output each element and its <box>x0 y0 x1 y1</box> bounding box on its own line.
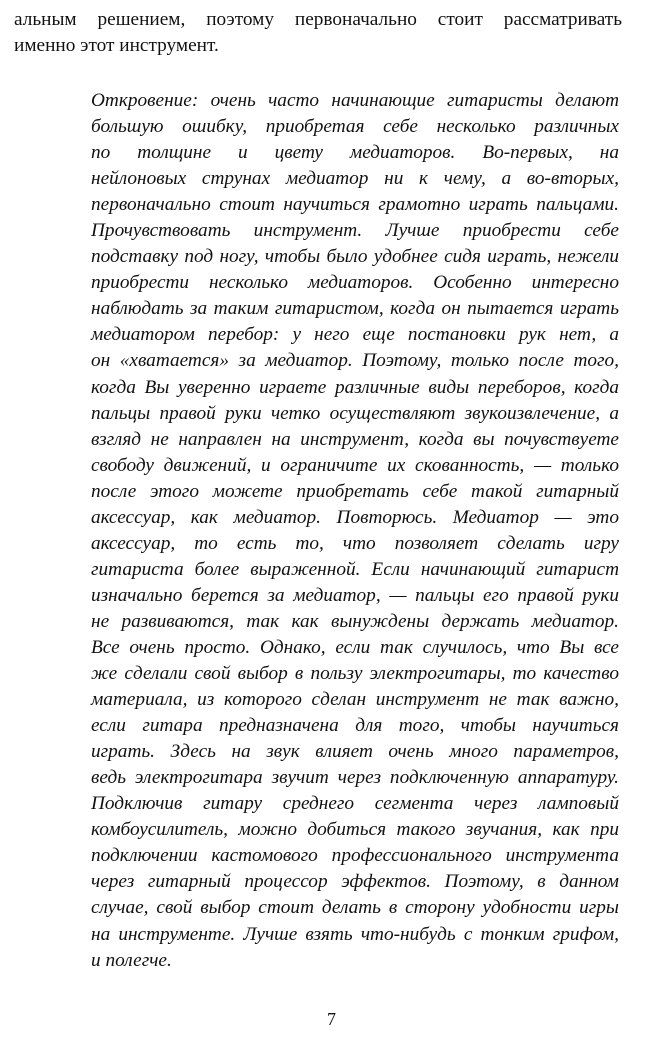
quote-line: подключении кастомового профессионального инструмента <box>91 845 619 867</box>
quote-line: же сделали свой выбор в пользу электрогитары, то качество <box>91 663 619 685</box>
quote-line: первоначально стоит научиться грамотно играть пальцами. <box>91 194 619 216</box>
quote-line: взгляд не направлен на инструмент, когда вы почувствуете <box>91 428 619 450</box>
quote-line: играть. Здесь на звук влияет очень много параметров, <box>91 741 619 763</box>
quote-line: на инструменте. Лучше взять что-нибудь с тонким грифом, <box>91 923 619 945</box>
quote-line: аксессуар, как медиатор. Повторюсь. Медиатор — это <box>91 506 619 528</box>
quote-line: приобрести несколько медиаторов. Особенно интересно <box>91 272 619 294</box>
quote-line: нейлоновых струнах медиатор ни к чему, а во-вторых, <box>91 168 619 190</box>
quote-line: пальцы правой руки четко осуществляют звукоизвлечение, а <box>91 402 619 424</box>
quote-line: изначально берется за медиатор, — пальцы его правой руки <box>91 584 619 606</box>
quote-line: материала, из которого сделан инструмент не так важно, <box>91 689 619 711</box>
quote-line: через гитарный процессор эффектов. Поэтому, в данном <box>91 871 619 893</box>
quote-line: комбоусилитель, можно добиться такого звучания, как при <box>91 819 619 841</box>
quote-line: случае, свой выбор стоит делать в сторону удобности игры <box>91 897 619 919</box>
italic-quote-block <box>91 88 619 974</box>
quote-line: медиатором перебор: у него еще постановки рук нет, а <box>91 324 619 346</box>
quote-line: наблюдать за таким гитаристом, когда он пытается играть <box>91 298 619 320</box>
intro-paragraph <box>14 7 622 59</box>
quote-line: Прочувствовать инструмент. Лучше приобрести себе <box>91 220 619 242</box>
page-number: 7 <box>327 1009 336 1029</box>
intro-line: именно этот инструмент. <box>14 35 219 56</box>
quote-line: ведь электрогитара звучит через подключенную аппаратуру. <box>91 767 619 789</box>
quote-line: если гитара предназначена для того, чтобы научиться <box>91 715 619 737</box>
intro-line: альным решением, поэтому первоначально стоит рассматривать <box>14 9 622 30</box>
quote-line: когда Вы уверенно играете различные виды переборов, когда <box>91 376 619 398</box>
quote-line: по толщине и цвету медиаторов. Во-первых, на <box>91 142 619 164</box>
quote-line: после этого можете приобретать себе такой гитарный <box>91 480 619 502</box>
quote-line: Откровение: очень часто начинающие гитаристы делают <box>91 90 619 111</box>
quote-line: большую ошибку, приобретая себе несколько различных <box>91 116 619 138</box>
quote-line: Подключив гитару среднего сегмента через ламповый <box>91 793 619 815</box>
quote-line: свободу движений, и ограничите их скованность, — только <box>91 454 619 476</box>
quote-line: подставку под ногу, чтобы было удобнее сидя играть, нежели <box>91 246 619 268</box>
quote-line: гитариста более выраженной. Если начинающий гитарист <box>91 558 619 580</box>
quote-line: и полегче. <box>91 949 172 971</box>
quote-line: Все очень просто. Однако, если так случилось, что Вы все <box>91 636 619 658</box>
quote-line: аксессуар, то есть то, что позволяет сделать игру <box>91 532 619 554</box>
quote-line: не развиваются, так как вынуждены держать медиатор. <box>91 610 619 632</box>
quote-line: он «хватается» за медиатор. Поэтому, только после того, <box>91 350 619 372</box>
